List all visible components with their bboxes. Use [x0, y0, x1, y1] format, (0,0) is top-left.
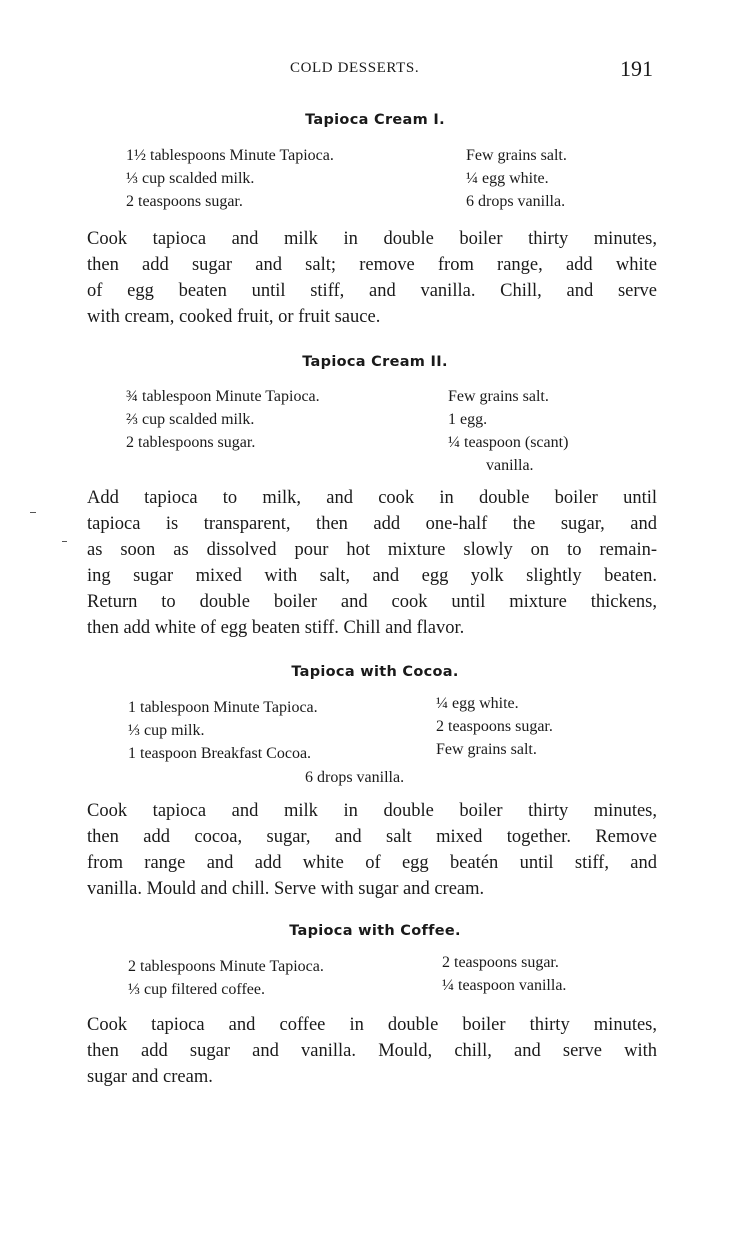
page-number: 191 [620, 56, 653, 81]
direction-line: ing sugar mixed with salt, and egg yolk slightly beaten. [87, 566, 657, 586]
ingredient: ¼ egg white. [466, 170, 549, 187]
recipe-directions [87, 1012, 657, 1090]
direction-line: then add cocoa, sugar, and salt mixed together. Remove [87, 827, 657, 847]
ingredient: vanilla. [486, 457, 534, 474]
recipe-title: Tapioca Cream II. [302, 354, 448, 370]
ingredient: ⅔ cup scalded milk. [126, 411, 255, 428]
ingredient: 1½ tablespoons Minute Tapioca. [126, 147, 334, 164]
direction-line: vanilla. Mould and chill. Serve with sugar and cream. [87, 879, 485, 899]
direction-line: as soon as dissolved pour hot mixture slowly on to remain- [87, 540, 657, 560]
recipe-title: Tapioca with Coffee. [289, 923, 461, 939]
direction-line: Add tapioca to milk, and cook in double boiler until [87, 488, 657, 508]
ingredient: 2 tablespoons sugar. [126, 434, 256, 451]
ingredient: ⅓ cup milk. [128, 722, 205, 739]
ingredient: ¼ egg white. [436, 695, 519, 712]
ingredient: Few grains salt. [448, 388, 549, 405]
recipe-directions [87, 798, 657, 902]
running-head [0, 56, 750, 82]
recipe-directions [87, 226, 657, 330]
running-title: COLD DESSERTS. [290, 60, 420, 76]
direction-line: with cream, cooked fruit, or fruit sauce. [87, 307, 381, 327]
direction-line: tapioca is transparent, then add one-half the sugar, and [87, 514, 657, 534]
recipe-title: Tapioca with Cocoa. [291, 664, 459, 680]
ingredient: 1 teaspoon Breakfast Cocoa. [128, 745, 312, 762]
ingredient: 2 teaspoons sugar. [442, 954, 559, 971]
ingredient: Few grains salt. [436, 741, 537, 758]
scan-mark [30, 512, 36, 513]
direction-line: then add sugar and salt; remove from range, add white [87, 255, 657, 275]
recipe-directions [87, 485, 657, 641]
direction-line: of egg beaten until stiff, and vanilla. Chill, and serve [87, 281, 657, 301]
direction-line: sugar and cream. [87, 1067, 213, 1087]
scan-mark [62, 541, 67, 542]
direction-line: Cook tapioca and milk in double boiler thirty minutes, [87, 229, 657, 249]
direction-line: from range and add white of egg beatén until stiff, and [87, 853, 657, 873]
ingredient: ¼ teaspoon vanilla. [442, 977, 567, 994]
ingredient: ⅓ cup scalded milk. [126, 170, 255, 187]
recipe-title: Tapioca Cream I. [305, 112, 445, 128]
ingredient: 6 drops vanilla. [466, 193, 566, 210]
direction-line: Cook tapioca and milk in double boiler thirty minutes, [87, 801, 657, 821]
ingredient: 6 drops vanilla. [305, 769, 405, 786]
direction-line: Cook tapioca and coffee in double boiler thirty minutes, [87, 1015, 657, 1035]
ingredient: 2 tablespoons Minute Tapioca. [128, 958, 324, 975]
direction-line: then add white of egg beaten stiff. Chill and flavor. [87, 618, 465, 638]
ingredient: 1 egg. [448, 411, 488, 428]
ingredient: ¾ tablespoon Minute Tapioca. [126, 388, 320, 405]
ingredient: ⅓ cup filtered coffee. [128, 981, 265, 998]
ingredient: ¼ teaspoon (scant) [448, 434, 569, 451]
ingredient: 2 teaspoons sugar. [436, 718, 553, 735]
ingredient: 2 teaspoons sugar. [126, 193, 243, 210]
ingredient: 1 tablespoon Minute Tapioca. [128, 699, 318, 716]
direction-line: then add sugar and vanilla. Mould, chill, and serve with [87, 1041, 657, 1061]
ingredient: Few grains salt. [466, 147, 567, 164]
direction-line: Return to double boiler and cook until mixture thickens, [87, 592, 657, 612]
